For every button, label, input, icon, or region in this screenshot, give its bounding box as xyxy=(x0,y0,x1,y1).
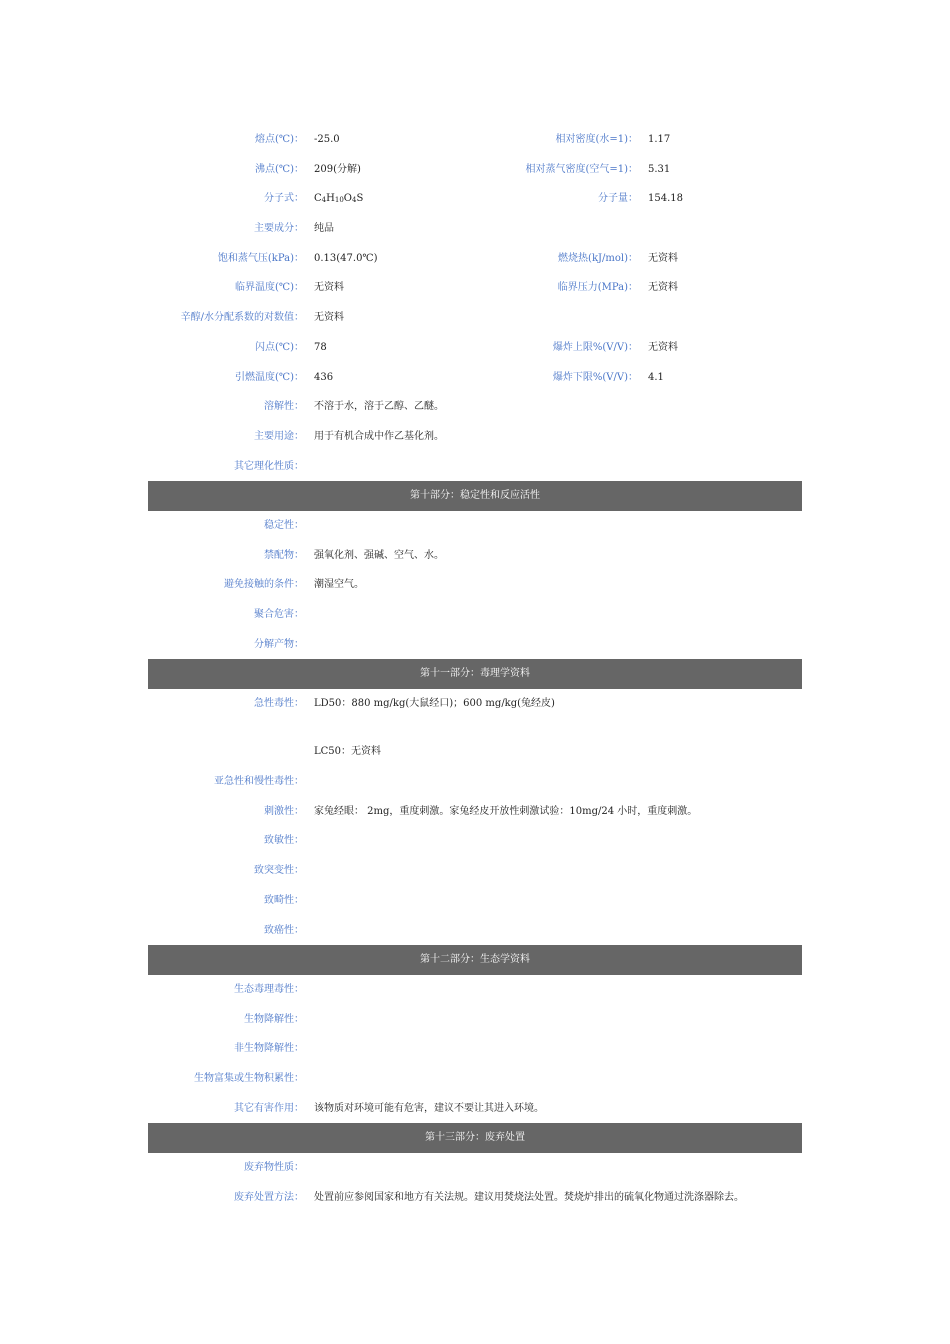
main-use-label: 主要用途： xyxy=(254,430,304,442)
avoid-value: 潮湿空气。 xyxy=(314,579,364,591)
row-subacute xyxy=(148,767,802,797)
solubility-value: 不溶于水，溶于乙醇、乙醚。 xyxy=(314,401,444,413)
bioaccum-label: 生物富集或生物积累性： xyxy=(194,1072,304,1084)
lower-explosive-value: 4.1 xyxy=(648,371,664,383)
msds-sheet xyxy=(148,125,802,1212)
vapor-pressure-label: 饱和蒸气压(kPa)： xyxy=(217,252,304,264)
formula-s: S xyxy=(356,193,364,205)
row-vapor-pressure xyxy=(148,244,802,274)
row-waste-nature xyxy=(148,1153,802,1183)
formula-o: O xyxy=(343,193,352,205)
carcinogenicity-label: 致癌性： xyxy=(264,924,304,936)
formula-label: 分子式： xyxy=(264,193,304,205)
main-use-value: 用于有机合成中作乙基化剂。 xyxy=(314,430,444,442)
mol-weight-value: 154.18 xyxy=(648,193,683,205)
solubility-label: 溶解性： xyxy=(264,401,304,413)
main-component-label: 主要成分： xyxy=(254,223,304,235)
row-polymerization xyxy=(148,600,802,630)
row-disposal xyxy=(148,1183,802,1213)
formula-value xyxy=(314,184,363,216)
row-main-component xyxy=(148,214,802,244)
row-biodeg xyxy=(148,1005,802,1035)
ecotox-label: 生态毒理毒性： xyxy=(234,983,304,995)
row-ecotox xyxy=(148,975,802,1005)
acute-value: LD50：880 mg/kg(大鼠经口)；600 mg/kg(兔经皮) xyxy=(314,698,555,710)
ignition-temp-value: 436 xyxy=(314,371,334,383)
formula-h: H xyxy=(326,193,335,205)
melting-point-value: -25.0 xyxy=(314,134,340,145)
row-incompatible xyxy=(148,541,802,571)
formula-h-sub: 10 xyxy=(334,196,344,205)
combustion-heat-value: 无资料 xyxy=(648,252,678,264)
row-mutagenicity xyxy=(148,856,802,886)
disposal-value: 处置前应参阅国家和地方有关法规。建议用焚烧法处置。焚烧炉排出的硫氧化物通过洗涤器除去。 xyxy=(314,1191,744,1203)
decomposition-label: 分解产物： xyxy=(254,638,304,650)
rel-vapor-density-value: 5.31 xyxy=(648,163,671,175)
biodeg-label: 生物降解性： xyxy=(244,1013,304,1025)
incompatible-value: 强氧化剂、强碱、空气、水。 xyxy=(314,549,444,561)
row-stability xyxy=(148,511,802,541)
row-formula xyxy=(148,184,802,214)
upper-explosive-value: 无资料 xyxy=(648,341,678,353)
waste-nature-label: 废弃物性质： xyxy=(244,1162,304,1173)
combustion-heat-label: 燃烧热(kJ/mol)： xyxy=(558,252,638,264)
avoid-label: 避免接触的条件： xyxy=(224,579,304,591)
partition-coef-label: 辛醇/水分配系数的对数值： xyxy=(180,312,304,324)
nonbiodeg-label: 非生物降解性： xyxy=(234,1043,304,1055)
critical-temp-label: 临界温度(℃)： xyxy=(235,282,304,294)
row-avoid xyxy=(148,570,802,600)
rel-density-water-label: 相对密度(水=1)： xyxy=(555,134,638,145)
row-teratogenicity xyxy=(148,886,802,916)
main-component-value: 纯品 xyxy=(314,223,334,235)
row-other-props xyxy=(148,452,802,482)
rel-vapor-density-label: 相对蒸气密度(空气=1)： xyxy=(525,163,638,175)
row-bioaccum xyxy=(148,1064,802,1094)
row-main-use xyxy=(148,422,802,452)
row-carcinogenicity xyxy=(148,916,802,946)
vapor-pressure-value: 0.13(47.0℃) xyxy=(314,252,378,264)
section-header-10: 第十部分：稳定性和反应活性 xyxy=(148,481,802,511)
row-critical-temp xyxy=(148,273,802,303)
other-props-label: 其它理化性质： xyxy=(234,460,304,472)
mutagenicity-label: 致突变性： xyxy=(254,865,304,877)
irritation-label: 刺激性： xyxy=(264,805,304,817)
boiling-point-value: 209(分解) xyxy=(314,163,361,175)
section-header-11: 第十一部分：毒理学资料 xyxy=(148,659,802,689)
row-flash-point xyxy=(148,333,802,363)
section-header-12: 第十二部分：生态学资料 xyxy=(148,945,802,975)
boiling-point-label: 沸点(℃)： xyxy=(255,163,304,175)
upper-explosive-label: 爆炸上限%(V/V)： xyxy=(552,341,638,353)
row-other-harm xyxy=(148,1094,802,1124)
critical-temp-value: 无资料 xyxy=(314,282,344,294)
row-sensitization xyxy=(148,826,802,856)
melting-point-label: 熔点(℃)： xyxy=(255,134,304,145)
incompatible-label: 禁配物： xyxy=(264,549,304,561)
mol-weight-label: 分子量： xyxy=(598,193,638,205)
other-harm-value: 该物质对环境可能有危害，建议不要让其进入环境。 xyxy=(314,1102,544,1114)
row-nonbiodeg xyxy=(148,1034,802,1064)
polymerization-label: 聚合危害： xyxy=(254,609,304,620)
critical-pressure-label: 临界压力(MPa)： xyxy=(557,282,638,294)
section-header-13: 第十三部分：废弃处置 xyxy=(148,1123,802,1153)
row-boiling-point xyxy=(148,155,802,185)
lower-explosive-label: 爆炸下限%(V/V)： xyxy=(552,371,638,383)
acute-label: 急性毒性： xyxy=(254,698,304,710)
partition-coef-value: 无资料 xyxy=(314,312,344,324)
flash-point-label: 闪点(℃)： xyxy=(255,341,304,353)
row-melting-point xyxy=(148,125,802,155)
sensitization-label: 致敏性： xyxy=(264,835,304,847)
formula-c-sub: 4 xyxy=(321,196,327,205)
teratogenicity-label: 致畸性： xyxy=(264,894,304,906)
disposal-label: 废弃处置方法： xyxy=(234,1191,304,1203)
row-acute xyxy=(148,689,802,767)
critical-pressure-value: 无资料 xyxy=(648,282,678,294)
subacute-label: 亚急性和慢性毒性： xyxy=(214,776,304,788)
flash-point-value: 78 xyxy=(314,341,327,353)
row-partition-coef xyxy=(148,303,802,333)
ignition-temp-label: 引燃温度(℃)： xyxy=(235,371,304,383)
rel-density-water-value: 1.17 xyxy=(648,134,671,145)
irritation-value: 家兔经眼： 2mg，重度刺激。家兔经皮开放性刺激试验：10mg/24 小时，重度刺激。 xyxy=(314,805,698,817)
acute-value-lc50: LC50：无资料 xyxy=(314,746,382,758)
formula-c: C xyxy=(314,193,322,205)
row-ignition-temp xyxy=(148,363,802,393)
row-solubility xyxy=(148,392,802,422)
formula-o-sub: 4 xyxy=(351,196,357,205)
row-irritation xyxy=(148,797,802,827)
other-harm-label: 其它有害作用： xyxy=(234,1102,304,1114)
stability-label: 稳定性： xyxy=(264,519,304,531)
row-decomposition xyxy=(148,630,802,660)
